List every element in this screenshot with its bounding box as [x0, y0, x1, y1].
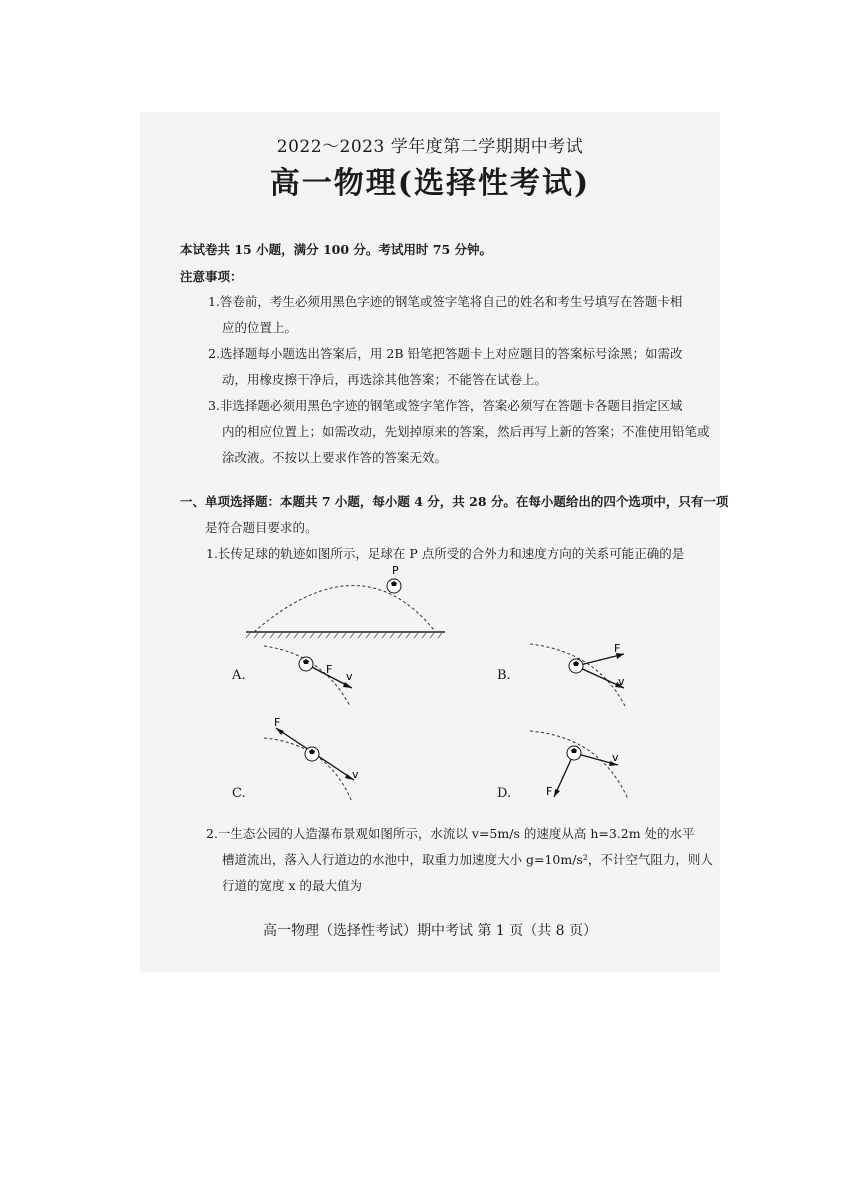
ground-hatching — [246, 633, 442, 638]
option-b-force-label: F — [614, 642, 621, 655]
note-3-line3: 涂改液。不按以上要求作答的答案无效。 — [222, 450, 448, 465]
option-d-diagram — [528, 725, 638, 805]
note-1-line1: 1.答卷前，考生必须用黑色字迹的钢笔或签字笔将自己的姓名和考生号填写在答题卡相 — [208, 294, 683, 309]
option-c-letter: C. — [232, 786, 246, 801]
q1-stem: 1.长传足球的轨迹如图所示，足球在 P 点所受的合外力和速度方向的关系可能正确的是 — [206, 546, 685, 561]
notes-header: 注意事项： — [180, 269, 243, 284]
page-footer: 高一物理（选择性考试）期中考试 第 1 页（共 8 页） — [262, 923, 598, 939]
trajectory-figure — [240, 560, 450, 640]
option-d-velocity-label: v — [612, 751, 619, 764]
option-a-letter: A. — [232, 668, 246, 683]
option-b-diagram — [528, 638, 638, 713]
football-icon — [305, 747, 319, 761]
note-1-line2: 应的位置上。 — [222, 320, 298, 335]
exam-title-line2: 高一物理(选择性考试) — [269, 166, 591, 201]
exam-summary: 本试卷共 15 小题，满分 100 分。考试用时 75 分钟。 — [180, 242, 492, 257]
section1-line1 — [180, 492, 728, 510]
option-a-velocity-label: v — [346, 670, 353, 683]
section1-text: 一、单项选择题：本题共 7 小题，每小题 4 分，共 28 分。在每小题给出的四个选项中，只有一项 — [180, 494, 729, 509]
note-3-line2: 内的相应位置上；如需改动，先划掉原来的答案，然后再写上新的答案；不准使用铅笔或 — [222, 424, 710, 439]
q2-line2: 槽道流出，落入人行道边的水池中，取重力加速度大小 g=10m/s²，不计空气阻力，则人 — [222, 852, 713, 867]
q2-line1: 2.一生态公园的人造瀑布景观如图所示，水流以 v=5m/s 的速度从高 h=3.2m 处的水平 — [206, 826, 695, 841]
note-2-line1: 2.选择题每小题选出答案后，用 2B 铅笔把答题卡上对应题目的答案标号涂黑；如需改 — [208, 346, 683, 361]
q2-line3: 行道的宽度 x 的最大值为 — [222, 878, 362, 893]
option-a-diagram — [262, 640, 362, 710]
option-c-diagram — [262, 718, 372, 808]
trajectory-path — [254, 585, 434, 632]
football-icon — [569, 659, 583, 673]
option-d-force-label: F — [546, 785, 553, 798]
option-c-velocity-label: v — [352, 768, 359, 781]
football-icon — [567, 746, 581, 760]
point-p-label: P — [392, 564, 399, 577]
option-d-letter: D. — [497, 786, 512, 801]
exam-title-line1: 2022～2023 学年度第二学期期中考试 — [276, 137, 584, 157]
football-icon — [299, 657, 313, 671]
option-a-force-label: F — [326, 663, 333, 676]
option-b-letter: B. — [497, 668, 511, 683]
option-b-velocity-label: v — [618, 675, 625, 688]
football-icon — [387, 579, 401, 593]
note-2-line2: 动，用橡皮擦干净后，再选涂其他答案；不能答在试卷上。 — [222, 372, 548, 387]
option-c-force-label: F — [274, 716, 281, 729]
section1-line2: 是符合题目要求的。 — [205, 520, 318, 535]
note-3-line1: 3.非选择题必须用黑色字迹的钢笔或签字笔作答，答案必须写在答题卡各题目指定区域 — [208, 398, 683, 413]
